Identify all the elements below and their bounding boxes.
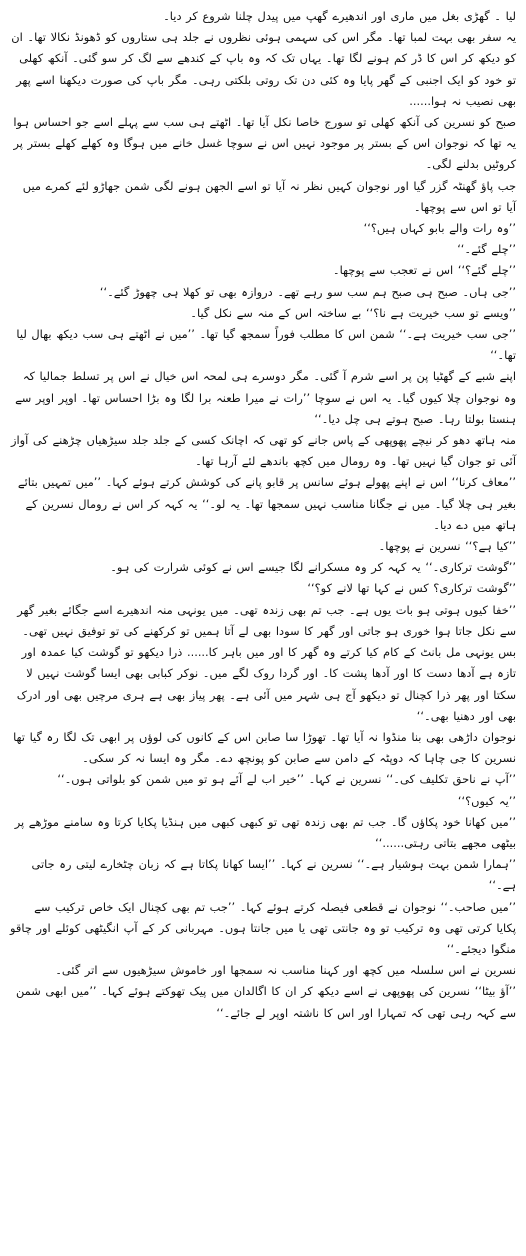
paragraph: اپنے شبے کے گھٹیا پن پر اسے شرم آ گئی۔ مگر دوسرے ہی لمحہ اس خیال نے اس پر تسلط جمالیا کہ وہ نوجوان چلا کیوں گیا۔ یہ اس نے سوچا ’’رات نے میرا طعنہ برا لگا وہ بڑا احساس تھا۔ اوپر اوپر سے ہنستا بولتا رہا۔ صبح ہوتے ہی چل دیا۔‘‘ — [10, 369, 516, 426]
dialogue-line: ’’چلے گئے؟‘‘ اس نے تعجب سے پوچھا۔ — [332, 263, 516, 278]
dialogue-line: ’’ویسے تو سب خیریت ہے نا؟‘‘ بے ساختہ اس کے منہ سے نکل گیا۔ — [190, 305, 516, 320]
paragraph: نسرین نے اس سلسلہ میں کچھ اور کہنا مناسب نہ سمجھا اور خاموش سیڑھیوں سے اتر گئی۔ — [55, 963, 516, 978]
dialogue-line: ’’گوشت ترکاری؟ کس نے کہا تھا لانے کو؟‘‘ — [307, 581, 516, 596]
paragraph: جب پاؤ گھنٹہ گزر گیا اور نوجوان کہیں نظر نہ آیا تو اسے الجھن ہونے لگی شمن جھاڑو لئے کمرے میں آیا تو اس سے پوچھا۔ — [18, 178, 516, 214]
paragraph: منہ ہاتھ دھو کر نیچے پھوپھی کے پاس جانے کو تھی کہ اچانک کسی کے جلد جلد سیڑھیاں چڑھنے کی آواز آئی تو جوان گیا نہیں تھا۔ وہ رومال میں کچھ باندھے لئے آرہا تھا۔ — [6, 433, 516, 469]
dialogue-line: ’’میں کھانا خود پکاؤں گا۔ جب تم بھی زندہ تھی تو کبھی کبھی میں ہنڈیا پکایا کرتا وہ سامنے موڑھے پر بیٹھی مجھے بتاتی رہتی......‘‘ — [10, 814, 516, 850]
dialogue-line: ’’خفا کیوں ہوتی ہو بات یوں ہے۔ جب تم بھی زندہ تھی۔ میں یونہی منہ اندھیرے اسے جگائے بغیر گھر سے نکل جاتا ہوا خوری ہو جاتی اور گھر کا سودا بھی لے آتا ہمیں تو کرکھنے کی تو توفیق نہیں تھی۔ بس یونہی مل بانٹ کے کام کیا کرتے وہ گھر کا اور میں باہر کا...... ذرا دیکھو تو گوشت کیا عمدہ اور تازہ ہے آدھا دست کا اور آدھا پشت کا۔ اور گردا روک لگے میں۔ نوکر کبابی بھی ایسا گوشت نہیں لا سکتا اور پھر ذرا کچنال تو دیکھو آج ہی شہر میں آئی ہے۔ پھر پیاز بھی ہے ہری مرچیں بھی اور ادرک بھی اور دھنیا بھی۔‘‘ — [12, 602, 516, 723]
dialogue-line: ’’میں صاحب۔‘‘ نوجوان نے قطعی فیصلہ کرتے ہوئے کہا۔ ’’جب تم بھی کچنال ایک خاص ترکیب سے پکایا کرتی تھی وہ ترکیب تو وہ جانتی تھی یا میں جانتا ہوں۔ مہربانی کر کے آپ انگیٹھی کوئلے اور چاقو منگوا دیجئے۔‘‘ — [5, 899, 516, 956]
paragraph: یہ سفر بھی بہت لمبا تھا۔ مگر اس کی سہمی ہوئی نظروں نے جلد ہی ستاروں کو ڈھونڈ نکالا تھا۔ ان کو دیکھ کر اس کا ڈر کم ہونے لگا تھا۔ یہاں تک کہ وہ باپ کے کندھے سے لگ کر سو گئی۔ آنکھ کھلی تو خود کو ایک اجنبی کے گھر پایا وہ کئی دن تک روتی بلکتی رہی۔ مگر باپ کی صورت دیکھنا اسے پھر بھی نصیب نہ ہوا...... — [6, 30, 516, 108]
dialogue-line: ’’آؤ بیٹا‘‘ نسرین کی پھوپھی نے اسے دیکھ کر ان کا اگالدان میں پیک تھوکتے ہوئے کہا۔ ’’میں ابھی شمن سے کہہ رہی تھی کہ تمہارا اور اس کا ناشتہ اوپر لے جائے۔‘‘ — [11, 984, 516, 1020]
dialogue-line: ’’معاف کرنا‘‘ اس نے اپنے پھولے ہوئے سانس پر قابو پانے کی کوشش کرتے ہوئے کہا۔ ’’میں تمہیں بتائے بغیر ہی چلا گیا۔ میں نے جگانا مناسب نہیں سمجھا تھا۔ یہ لو۔‘‘ یہ کہہ کر اس نے رومال نسرین کے ہاتھ میں دے دیا۔ — [13, 475, 516, 532]
story-text — [5, 6, 516, 1024]
dialogue-line: ’’ہمارا شمن بہت ہوشیار ہے۔‘‘ نسرین نے کہا۔ ’’ایسا کھانا پکاتا ہے کہ زبان چٹخارے لیتی رہ جاتی ہے۔‘‘ — [26, 857, 516, 893]
dialogue-line: ’’آپ نے ناحق تکلیف کی۔‘‘ نسرین نے کہا۔ ’’خیر اب لے آئے ہو تو میں شمن کو بلواتی ہوں۔‘‘ — [57, 772, 516, 787]
dialogue-line: ’’جی ہاں۔ صبح ہی صبح ہم سب سو رہے تھے۔ دروازہ بھی تو کھلا ہی چھوڑ گئے۔‘‘ — [99, 284, 516, 299]
dialogue-line: ’’یہ کیوں؟‘‘ — [457, 793, 516, 808]
paragraph: نوجوان داڑھی بھی بنا منڈوا نہ آیا تھا۔ تھوڑا سا صابن اس کے کانوں کی لوؤں پر ابھی تک لگا رہ گیا تھا نسرین کا جی چاہا کہ دوپٹہ کے دامن سے صابن کو پونچھ دے۔ مگر وہ ایسا نہ کر سکی۔ — [8, 729, 516, 766]
dialogue-line: ’’گوشت ترکاری۔‘‘ یہ کہہ کر وہ مسکرانے لگا جیسے اس نے کوئی شرارت کی ہو۔ — [110, 560, 516, 575]
dialogue-line: ’’کیا ہے؟‘‘ نسرین نے پوچھا۔ — [378, 539, 516, 554]
dialogue-line: ’’وہ رات والے بابو کہاں ہیں؟‘‘ — [363, 221, 516, 236]
dialogue-line: ’’چلے گئے۔‘‘ — [457, 242, 516, 257]
paragraph: لیا ۔ گھڑی بغل میں ماری اور اندھیرے گھپ میں پیدل چلنا شروع کر دیا۔ — [163, 9, 516, 23]
dialogue-line: ’’جی سب خیریت ہے۔‘‘ شمن اس کا مطلب فوراً سمجھ گیا تھا۔ ’’میں نے اٹھتے ہی سب دیکھ بھال لیا تھا۔‘‘ — [11, 327, 516, 363]
paragraph: صبح کو نسرین کی آنکھ کھلی تو سورج خاصا نکل آیا تھا۔ اٹھتے ہی سب سے پہلے اسے جو احساس ہوا یہ تھا کہ نوجوان اس کے بستر پر موجود نہیں اس نے سوچا غسل خانے میں ہوگا وہ کھلے کھلے بستر پر کروٹیں بدلنے لگی۔ — [8, 115, 516, 172]
